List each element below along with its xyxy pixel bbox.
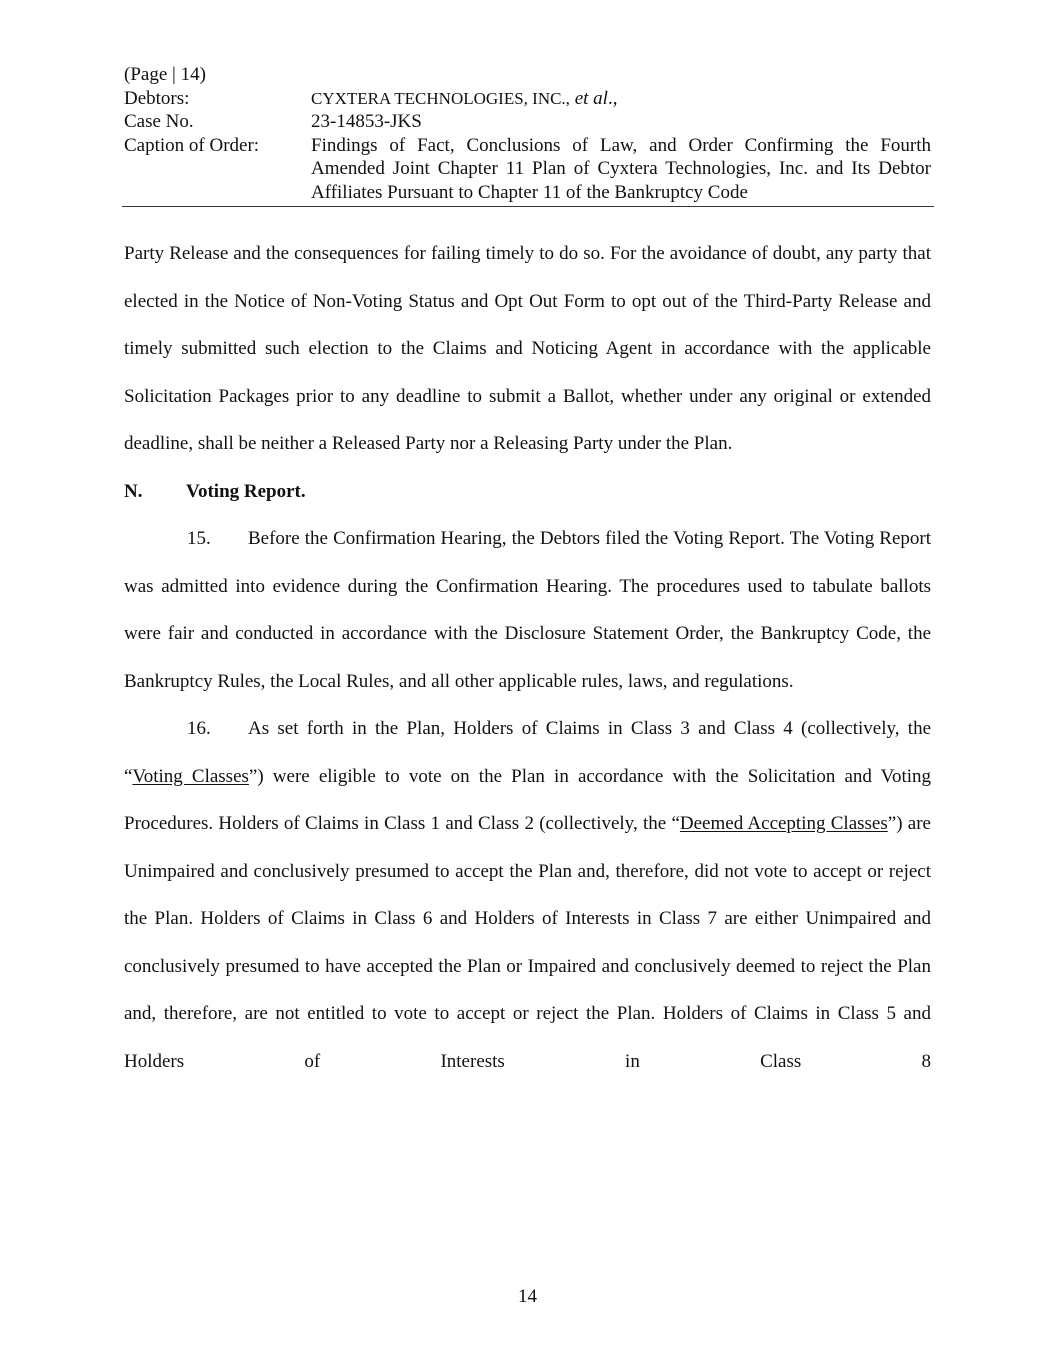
section-number: N. [124, 480, 143, 502]
paragraph-16-text-2: ”) were eligible to vote on the Plan in accordance with the Solicitation and Voting Procedures. Holders of Claims in Class 1 and Class 2 (collectively, the “ [124, 765, 932, 834]
debtors-name: CYXTERA TECHNOLOGIES, INC., [311, 88, 570, 108]
debtors-etal: et al [574, 87, 608, 109]
debtors-label: Debtors: [124, 87, 190, 109]
caption-row [124, 134, 931, 205]
caption-header [124, 63, 931, 204]
document-body [124, 230, 931, 1085]
case-number: 23-14853-JKS [311, 111, 422, 132]
paragraph-16-number: 16. [187, 718, 211, 739]
page-reference: (Page | 14) [124, 64, 206, 85]
caption-value: Findings of Fact, Conclusions of Law, and Order Confirming the Fourth Amended Joint Chapter 11 Plan of Cyxtera Technologies, Inc. and Its Debtor Affiliates Pursuant to Chapter 11 of the Bankruptcy Code [311, 134, 931, 203]
section-title: Voting Report. [186, 480, 306, 502]
paragraph-16 [124, 705, 931, 1085]
header-divider [122, 206, 934, 207]
paragraph-15-text: Before the Confirmation Hearing, the Debtors filed the Voting Report. The Voting Report was admitted into evidence during the Confirmation Hearing. The procedures used to tabulate ballots were fair and conducted in accordance with the Disclosure Statement Order, the Bankruptcy Code, the Bankruptcy Rules, the Local Rules, and all other applicable rules, laws, and regulations. [124, 528, 931, 692]
debtors-row [124, 87, 931, 111]
debtors-value [311, 87, 931, 111]
paragraph-15 [124, 515, 931, 705]
defined-term-deemed-accepting-classes: Deemed Accepting Classes [679, 813, 888, 834]
paragraph-16-text-1: As set forth in the Plan, Holders of Claims in Class 3 and Class 4 (collectively, the “ [124, 718, 931, 787]
caption-label: Caption of Order: [124, 134, 260, 156]
defined-term-voting-classes: Voting Classes [132, 765, 249, 787]
paragraph-15-number: 15. [187, 528, 211, 549]
debtors-tail: ., [607, 87, 618, 109]
case-label: Case No. [124, 111, 194, 132]
section-heading [124, 468, 931, 516]
case-row [124, 110, 931, 134]
paragraph-16-text-3: ”) are Unimpaired and conclusively presumed to accept the Plan and, therefore, did not vote to accept or reject the Plan. Holders of Claims in Class 6 and Holders of Interests in Class 7 are either Unimpaired and conclusively presumed to have accepted the Plan or Impaired and conclusively deemed to reject the Plan and, therefore, are not entitled to vote to accept or reject the Plan. Holders of Claims in Class 5 and Holders of Interests in Class 8 [124, 813, 931, 1072]
page-number: 14 [518, 1286, 537, 1307]
continuation-paragraph: Party Release and the consequences for failing timely to do so. For the avoidance of doubt, any party that elected in the Notice of Non-Voting Status and Opt Out Form to opt out of the Third-Party Release and timely submitted such election to the Claims and Noticing Agent in accordance with the applicable Solicitation Packages prior to any deadline to submit a Ballot, whether under any original or extended deadline, shall be neither a Released Party nor a Releasing Party under the Plan. [124, 243, 931, 454]
